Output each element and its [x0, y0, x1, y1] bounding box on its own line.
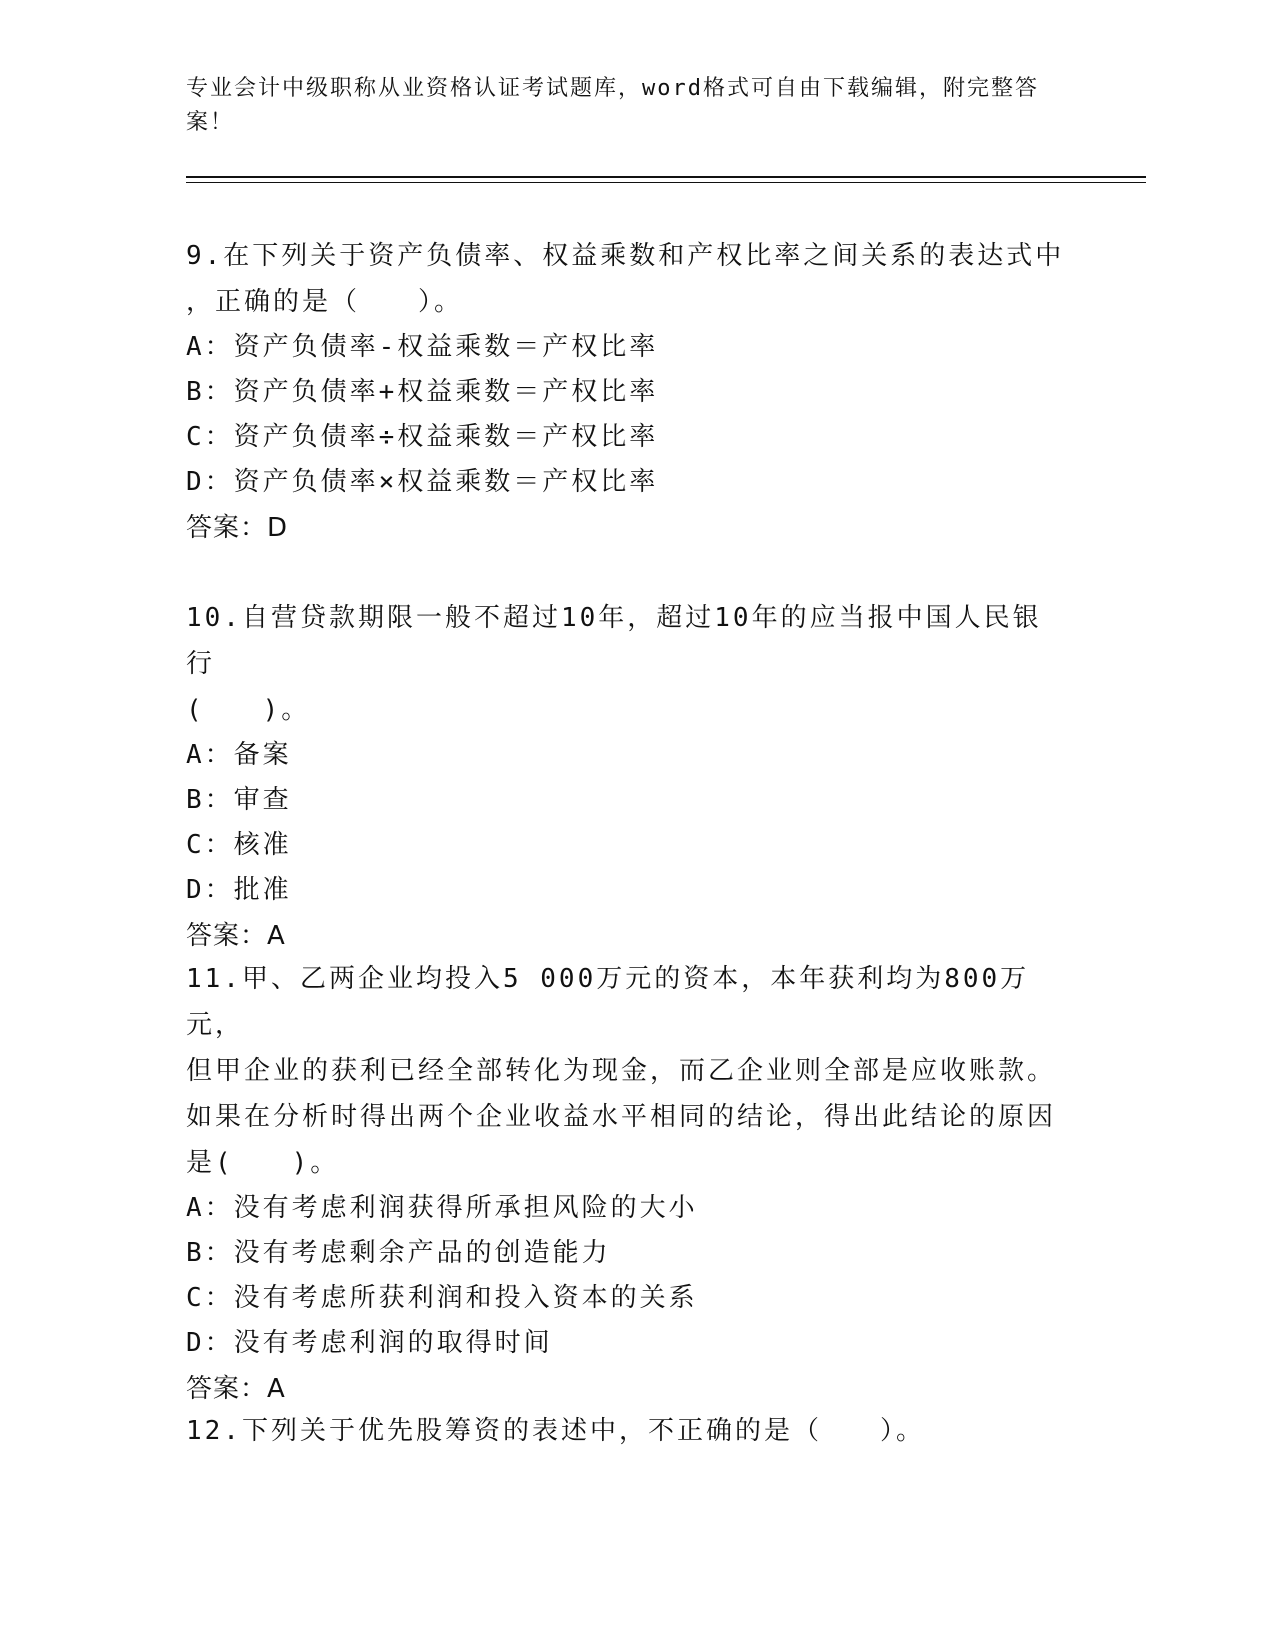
header-divider-thin	[186, 182, 1146, 183]
option-c: C：核准	[186, 830, 292, 860]
option-b: B：资产负债率+权益乘数＝产权比率	[186, 377, 659, 407]
question-stem-line: 10.自营贷款期限一般不超过10年，超过10年的应当报中国人民银行	[186, 603, 1042, 679]
option-a: A：资产负债率-权益乘数＝产权比率	[186, 332, 659, 362]
answer: 答案：A	[186, 1374, 286, 1404]
question-stem-line: 但甲企业的获利已经全部转化为现金，而乙企业则全部是应收账款。	[186, 1056, 1057, 1086]
option-a: A：没有考虑利润获得所承担风险的大小	[186, 1193, 698, 1223]
option-a: A：备案	[186, 740, 292, 770]
question-stem-line: ( )。	[186, 695, 311, 725]
question-10	[186, 595, 1066, 959]
question-12	[186, 1408, 1066, 1454]
header-divider-thick	[186, 176, 1146, 178]
question-11	[186, 956, 1066, 1412]
question-stem-line: 11.甲、乙两企业均投入5 000万元的资本，本年获利均为800万元，	[186, 964, 1030, 1040]
option-b: B：没有考虑剩余产品的创造能力	[186, 1238, 611, 1268]
header-note: 专业会计中级职称从业资格认证考试题库，word格式可自由下载编辑，附完整答案！	[186, 76, 1039, 135]
option-d: D：资产负债率×权益乘数＝产权比率	[186, 467, 659, 497]
option-c: C：没有考虑所获利润和投入资本的关系	[186, 1283, 698, 1313]
question-stem-line: ，正确的是（ ）。	[186, 287, 464, 317]
option-d: D：批准	[186, 875, 292, 905]
question-stem-line: 9.在下列关于资产负债率、权益乘数和产权比率之间关系的表达式中	[186, 241, 1065, 271]
question-9	[186, 233, 1066, 551]
question-stem-line: 是( )。	[186, 1148, 340, 1178]
option-d: D：没有考虑利润的取得时间	[186, 1328, 553, 1358]
answer: 答案：A	[186, 921, 286, 951]
option-b: B：审查	[186, 785, 292, 815]
option-c: C：资产负债率÷权益乘数＝产权比率	[186, 422, 659, 452]
answer: 答案：D	[186, 513, 289, 543]
question-stem-line: 如果在分析时得出两个企业收益水平相同的结论，得出此结论的原因	[186, 1102, 1057, 1132]
question-stem-line: 12.下列关于优先股筹资的表述中，不正确的是（ ）。	[186, 1416, 925, 1446]
